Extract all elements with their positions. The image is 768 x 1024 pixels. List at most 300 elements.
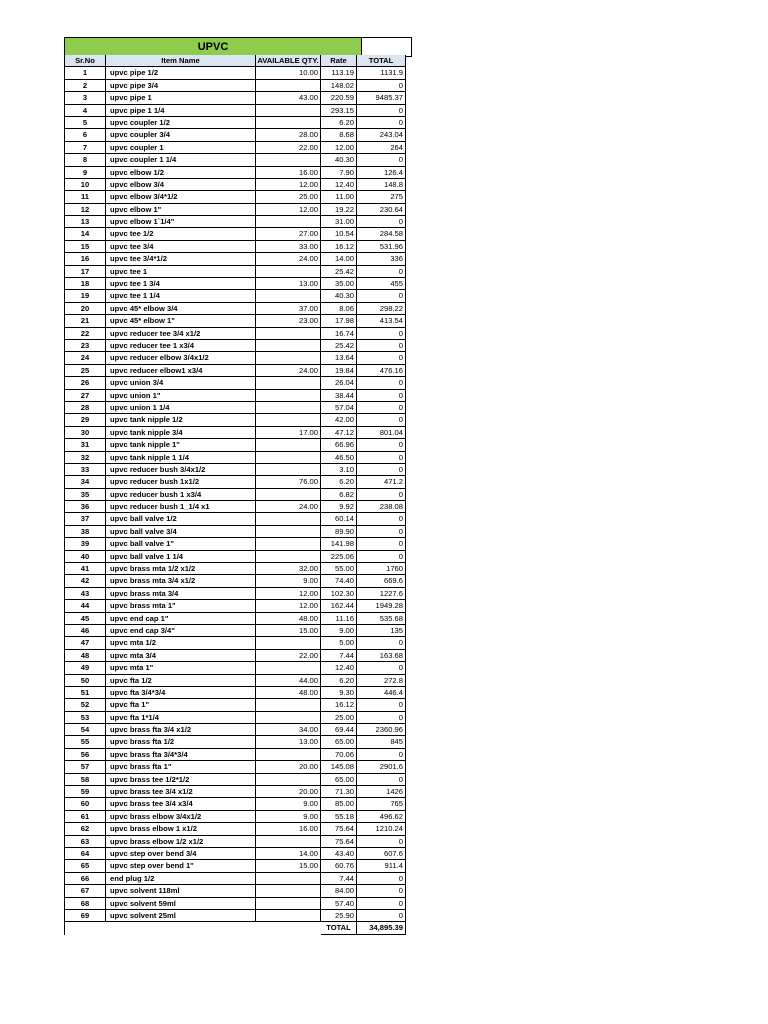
available-qty-cell[interactable]: 43.00 (256, 92, 321, 104)
total-cell[interactable]: 1426 (357, 786, 406, 798)
rate-cell[interactable]: 293.15 (321, 105, 357, 117)
sr-no-cell[interactable]: 40 (64, 551, 106, 563)
rate-cell[interactable]: 6.20 (321, 117, 357, 129)
total-cell[interactable]: 1131.9 (357, 67, 406, 79)
sr-no-cell[interactable]: 64 (64, 848, 106, 860)
item-name-cell[interactable]: upvc brass fta 1/2 (106, 736, 256, 748)
rate-cell[interactable]: 60.76 (321, 860, 357, 872)
item-name-cell[interactable]: upvc tee 3/4*1/2 (106, 253, 256, 265)
rate-cell[interactable]: 9.92 (321, 501, 357, 513)
available-qty-cell[interactable] (256, 390, 321, 402)
total-cell[interactable]: 0 (357, 489, 406, 501)
available-qty-cell[interactable] (256, 290, 321, 302)
available-qty-cell[interactable] (256, 352, 321, 364)
sr-no-cell[interactable]: 63 (64, 836, 106, 848)
available-qty-cell[interactable]: 12.00 (256, 204, 321, 216)
rate-cell[interactable]: 35.00 (321, 278, 357, 290)
header-item-name[interactable]: Item Name (106, 55, 256, 67)
rate-cell[interactable]: 75.64 (321, 836, 357, 848)
rate-cell[interactable]: 162.44 (321, 600, 357, 612)
item-name-cell[interactable]: upvc end cap 1" (106, 613, 256, 625)
rate-cell[interactable]: 65.00 (321, 774, 357, 786)
sr-no-cell[interactable]: 54 (64, 724, 106, 736)
item-name-cell[interactable]: upvc union 1" (106, 390, 256, 402)
item-name-cell[interactable]: upvc 45* elbow 3/4 (106, 303, 256, 315)
rate-cell[interactable]: 16.12 (321, 241, 357, 253)
sr-no-cell[interactable]: 41 (64, 563, 106, 575)
item-name-cell[interactable]: upvc reducer bush 1x1/2 (106, 476, 256, 488)
available-qty-cell[interactable]: 27.00 (256, 228, 321, 240)
item-name-cell[interactable]: upvc ball valve 1 1/4 (106, 551, 256, 563)
total-cell[interactable]: 765 (357, 798, 406, 810)
item-name-cell[interactable]: upvc tee 1 (106, 266, 256, 278)
sr-no-cell[interactable]: 32 (64, 452, 106, 464)
sr-no-cell[interactable]: 18 (64, 278, 106, 290)
item-name-cell[interactable]: upvc brass fta 3/4*3/4 (106, 749, 256, 761)
rate-cell[interactable]: 17.98 (321, 315, 357, 327)
rate-cell[interactable]: 16.74 (321, 328, 357, 340)
sheet-title[interactable]: UPVC (64, 37, 362, 57)
available-qty-cell[interactable]: 20.00 (256, 761, 321, 773)
available-qty-cell[interactable] (256, 105, 321, 117)
rate-cell[interactable]: 47.12 (321, 427, 357, 439)
title-blank-cell[interactable] (362, 37, 412, 57)
item-name-cell[interactable]: upvc solvent 25ml (106, 910, 256, 922)
available-qty-cell[interactable]: 17.00 (256, 427, 321, 439)
header-available-qty[interactable]: AVAILABLE QTY. (256, 55, 321, 67)
item-name-cell[interactable]: upvc solvent 118ml (106, 885, 256, 897)
sr-no-cell[interactable]: 47 (64, 637, 106, 649)
available-qty-cell[interactable]: 23.00 (256, 315, 321, 327)
rate-cell[interactable]: 65.00 (321, 736, 357, 748)
rate-cell[interactable]: 12.40 (321, 662, 357, 674)
item-name-cell[interactable]: upvc fta 1/2 (106, 675, 256, 687)
sr-no-cell[interactable]: 30 (64, 427, 106, 439)
rate-cell[interactable]: 8.06 (321, 303, 357, 315)
item-name-cell[interactable]: upvc tee 1 1/4 (106, 290, 256, 302)
total-cell[interactable]: 2901.6 (357, 761, 406, 773)
total-cell[interactable]: 0 (357, 464, 406, 476)
rate-cell[interactable]: 13.64 (321, 352, 357, 364)
rate-cell[interactable]: 42.00 (321, 414, 357, 426)
sr-no-cell[interactable]: 66 (64, 873, 106, 885)
sr-no-cell[interactable]: 1 (64, 67, 106, 79)
total-cell[interactable]: 0 (357, 662, 406, 674)
sr-no-cell[interactable]: 8 (64, 154, 106, 166)
item-name-cell[interactable]: upvc brass mta 1/2 x1/2 (106, 563, 256, 575)
available-qty-cell[interactable]: 22.00 (256, 650, 321, 662)
total-cell[interactable]: 0 (357, 154, 406, 166)
total-cell[interactable]: 243.04 (357, 129, 406, 141)
available-qty-cell[interactable]: 33.00 (256, 241, 321, 253)
sr-no-cell[interactable]: 36 (64, 501, 106, 513)
item-name-cell[interactable]: upvc tank nipple 1 1/4 (106, 452, 256, 464)
rate-cell[interactable]: 40.30 (321, 154, 357, 166)
sr-no-cell[interactable]: 53 (64, 712, 106, 724)
sr-no-cell[interactable]: 49 (64, 662, 106, 674)
rate-cell[interactable]: 113.19 (321, 67, 357, 79)
sr-no-cell[interactable]: 20 (64, 303, 106, 315)
total-cell[interactable]: 0 (357, 80, 406, 92)
available-qty-cell[interactable] (256, 662, 321, 674)
available-qty-cell[interactable]: 24.00 (256, 501, 321, 513)
available-qty-cell[interactable]: 24.00 (256, 253, 321, 265)
sr-no-cell[interactable]: 62 (64, 823, 106, 835)
item-name-cell[interactable]: upvc fta 1" (106, 699, 256, 711)
item-name-cell[interactable]: upvc reducer elbow 3/4x1/2 (106, 352, 256, 364)
available-qty-cell[interactable]: 13.00 (256, 278, 321, 290)
sr-no-cell[interactable]: 38 (64, 526, 106, 538)
total-cell[interactable]: 669.6 (357, 575, 406, 587)
total-cell[interactable]: 148.8 (357, 179, 406, 191)
sr-no-cell[interactable]: 25 (64, 365, 106, 377)
available-qty-cell[interactable]: 44.00 (256, 675, 321, 687)
sr-no-cell[interactable]: 48 (64, 650, 106, 662)
total-cell[interactable]: 275 (357, 191, 406, 203)
item-name-cell[interactable]: upvc brass elbow 1 x1/2 (106, 823, 256, 835)
sr-no-cell[interactable]: 13 (64, 216, 106, 228)
available-qty-cell[interactable]: 22.00 (256, 142, 321, 154)
grand-total-value[interactable]: 34,895.39 (357, 922, 406, 934)
rate-cell[interactable]: 19.84 (321, 365, 357, 377)
total-cell[interactable]: 0 (357, 885, 406, 897)
available-qty-cell[interactable] (256, 154, 321, 166)
rate-cell[interactable]: 71.30 (321, 786, 357, 798)
total-cell[interactable]: 531.96 (357, 241, 406, 253)
sr-no-cell[interactable]: 51 (64, 687, 106, 699)
sr-no-cell[interactable]: 22 (64, 328, 106, 340)
available-qty-cell[interactable]: 37.00 (256, 303, 321, 315)
item-name-cell[interactable]: upvc brass mta 3/4 x1/2 (106, 575, 256, 587)
item-name-cell[interactable]: upvc ball valve 1" (106, 538, 256, 550)
rate-cell[interactable]: 25.00 (321, 712, 357, 724)
sr-no-cell[interactable]: 9 (64, 167, 106, 179)
sr-no-cell[interactable]: 56 (64, 749, 106, 761)
total-cell[interactable]: 1760 (357, 563, 406, 575)
total-cell[interactable]: 607.6 (357, 848, 406, 860)
total-cell[interactable]: 0 (357, 402, 406, 414)
total-cell[interactable]: 0 (357, 216, 406, 228)
item-name-cell[interactable]: upvc reducer tee 1 x3/4 (106, 340, 256, 352)
sr-no-cell[interactable]: 37 (64, 513, 106, 525)
available-qty-cell[interactable]: 20.00 (256, 786, 321, 798)
available-qty-cell[interactable]: 48.00 (256, 613, 321, 625)
sr-no-cell[interactable]: 31 (64, 439, 106, 451)
available-qty-cell[interactable]: 24.00 (256, 365, 321, 377)
header-rate[interactable]: Rate (321, 55, 357, 67)
rate-cell[interactable]: 8.68 (321, 129, 357, 141)
rate-cell[interactable]: 6.20 (321, 476, 357, 488)
sr-no-cell[interactable]: 23 (64, 340, 106, 352)
sr-no-cell[interactable]: 5 (64, 117, 106, 129)
total-cell[interactable]: 0 (357, 526, 406, 538)
total-cell[interactable]: 0 (357, 774, 406, 786)
sr-no-cell[interactable]: 16 (64, 253, 106, 265)
total-cell[interactable]: 0 (357, 513, 406, 525)
rate-cell[interactable]: 14.00 (321, 253, 357, 265)
rate-cell[interactable]: 84.00 (321, 885, 357, 897)
rate-cell[interactable]: 57.04 (321, 402, 357, 414)
sr-no-cell[interactable]: 59 (64, 786, 106, 798)
total-cell[interactable]: 0 (357, 117, 406, 129)
item-name-cell[interactable]: upvc elbow 1`1/4" (106, 216, 256, 228)
rate-cell[interactable]: 10.54 (321, 228, 357, 240)
rate-cell[interactable]: 141.98 (321, 538, 357, 550)
rate-cell[interactable]: 89.90 (321, 526, 357, 538)
available-qty-cell[interactable]: 12.00 (256, 179, 321, 191)
available-qty-cell[interactable]: 25.00 (256, 191, 321, 203)
item-name-cell[interactable]: upvc solvent 59ml (106, 898, 256, 910)
total-cell[interactable]: 0 (357, 452, 406, 464)
sr-no-cell[interactable]: 34 (64, 476, 106, 488)
item-name-cell[interactable]: upvc tee 1 3/4 (106, 278, 256, 290)
sr-no-cell[interactable]: 6 (64, 129, 106, 141)
item-name-cell[interactable]: upvc reducer tee 3/4 x1/2 (106, 328, 256, 340)
item-name-cell[interactable]: upvc reducer bush 3/4x1/2 (106, 464, 256, 476)
rate-cell[interactable]: 11.00 (321, 191, 357, 203)
item-name-cell[interactable]: upvc brass mta 1" (106, 600, 256, 612)
item-name-cell[interactable]: upvc mta 3/4 (106, 650, 256, 662)
available-qty-cell[interactable]: 48.00 (256, 687, 321, 699)
total-cell[interactable]: 0 (357, 538, 406, 550)
available-qty-cell[interactable] (256, 216, 321, 228)
available-qty-cell[interactable] (256, 402, 321, 414)
item-name-cell[interactable]: upvc tank nipple 1/2 (106, 414, 256, 426)
total-cell[interactable]: 0 (357, 439, 406, 451)
available-qty-cell[interactable]: 9.00 (256, 575, 321, 587)
item-name-cell[interactable]: upvc coupler 1/2 (106, 117, 256, 129)
sr-no-cell[interactable]: 35 (64, 489, 106, 501)
rate-cell[interactable]: 102.30 (321, 588, 357, 600)
available-qty-cell[interactable] (256, 80, 321, 92)
item-name-cell[interactable]: upvc fta 3/4*3/4 (106, 687, 256, 699)
available-qty-cell[interactable] (256, 526, 321, 538)
rate-cell[interactable]: 145.08 (321, 761, 357, 773)
rate-cell[interactable]: 9.30 (321, 687, 357, 699)
rate-cell[interactable]: 31.00 (321, 216, 357, 228)
available-qty-cell[interactable] (256, 452, 321, 464)
total-cell[interactable]: 135 (357, 625, 406, 637)
available-qty-cell[interactable] (256, 464, 321, 476)
sr-no-cell[interactable]: 68 (64, 898, 106, 910)
item-name-cell[interactable]: upvc ball valve 3/4 (106, 526, 256, 538)
sr-no-cell[interactable]: 45 (64, 613, 106, 625)
available-qty-cell[interactable] (256, 328, 321, 340)
available-qty-cell[interactable]: 12.00 (256, 600, 321, 612)
sr-no-cell[interactable]: 2 (64, 80, 106, 92)
available-qty-cell[interactable]: 13.00 (256, 736, 321, 748)
rate-cell[interactable]: 57.40 (321, 898, 357, 910)
total-cell[interactable]: 0 (357, 266, 406, 278)
available-qty-cell[interactable] (256, 898, 321, 910)
item-name-cell[interactable]: upvc pipe 3/4 (106, 80, 256, 92)
rate-cell[interactable]: 25.90 (321, 910, 357, 922)
rate-cell[interactable]: 7.44 (321, 873, 357, 885)
item-name-cell[interactable]: upvc elbow 1" (106, 204, 256, 216)
total-cell[interactable]: 413.54 (357, 315, 406, 327)
available-qty-cell[interactable]: 10.00 (256, 67, 321, 79)
sr-no-cell[interactable]: 4 (64, 105, 106, 117)
total-cell[interactable]: 298.22 (357, 303, 406, 315)
item-name-cell[interactable]: upvc brass tee 3/4 x3/4 (106, 798, 256, 810)
sr-no-cell[interactable]: 11 (64, 191, 106, 203)
sr-no-cell[interactable]: 12 (64, 204, 106, 216)
rate-cell[interactable]: 3.10 (321, 464, 357, 476)
rate-cell[interactable]: 69.44 (321, 724, 357, 736)
item-name-cell[interactable]: upvc end cap 3/4" (106, 625, 256, 637)
rate-cell[interactable]: 55.18 (321, 811, 357, 823)
available-qty-cell[interactable] (256, 489, 321, 501)
sr-no-cell[interactable]: 52 (64, 699, 106, 711)
total-cell[interactable]: 0 (357, 352, 406, 364)
available-qty-cell[interactable] (256, 774, 321, 786)
total-cell[interactable]: 336 (357, 253, 406, 265)
sr-no-cell[interactable]: 21 (64, 315, 106, 327)
available-qty-cell[interactable]: 34.00 (256, 724, 321, 736)
available-qty-cell[interactable]: 9.00 (256, 798, 321, 810)
rate-cell[interactable]: 9.00 (321, 625, 357, 637)
total-cell[interactable]: 126.4 (357, 167, 406, 179)
item-name-cell[interactable]: upvc brass tee 3/4 x1/2 (106, 786, 256, 798)
total-cell[interactable]: 0 (357, 910, 406, 922)
sr-no-cell[interactable]: 33 (64, 464, 106, 476)
item-name-cell[interactable]: upvc union 3/4 (106, 377, 256, 389)
total-cell[interactable]: 230.64 (357, 204, 406, 216)
total-cell[interactable]: 9485.37 (357, 92, 406, 104)
item-name-cell[interactable]: upvc step over bend 1" (106, 860, 256, 872)
available-qty-cell[interactable] (256, 873, 321, 885)
sr-no-cell[interactable]: 44 (64, 600, 106, 612)
total-cell[interactable]: 0 (357, 414, 406, 426)
rate-cell[interactable]: 70.06 (321, 749, 357, 761)
sr-no-cell[interactable]: 26 (64, 377, 106, 389)
item-name-cell[interactable]: upvc reducer bush 1 x3/4 (106, 489, 256, 501)
sr-no-cell[interactable]: 29 (64, 414, 106, 426)
rate-cell[interactable]: 46.50 (321, 452, 357, 464)
rate-cell[interactable]: 5.00 (321, 637, 357, 649)
rate-cell[interactable]: 40.30 (321, 290, 357, 302)
rate-cell[interactable]: 6.82 (321, 489, 357, 501)
sr-no-cell[interactable]: 57 (64, 761, 106, 773)
header-total[interactable]: TOTAL (357, 55, 406, 67)
item-name-cell[interactable]: upvc tee 1/2 (106, 228, 256, 240)
total-cell[interactable]: 238.08 (357, 501, 406, 513)
item-name-cell[interactable]: upvc tank nipple 3/4 (106, 427, 256, 439)
rate-cell[interactable]: 19.22 (321, 204, 357, 216)
rate-cell[interactable]: 7.90 (321, 167, 357, 179)
item-name-cell[interactable]: upvc brass mta 3/4 (106, 588, 256, 600)
available-qty-cell[interactable] (256, 749, 321, 761)
item-name-cell[interactable]: upvc pipe 1 1/4 (106, 105, 256, 117)
total-cell[interactable]: 801.04 (357, 427, 406, 439)
header-sr-no[interactable]: Sr.No (64, 55, 106, 67)
total-cell[interactable]: 0 (357, 712, 406, 724)
item-name-cell[interactable]: upvc 45* elbow 1" (106, 315, 256, 327)
available-qty-cell[interactable]: 16.00 (256, 823, 321, 835)
total-cell[interactable]: 0 (357, 377, 406, 389)
item-name-cell[interactable]: upvc pipe 1 (106, 92, 256, 104)
available-qty-cell[interactable] (256, 538, 321, 550)
available-qty-cell[interactable] (256, 513, 321, 525)
sr-no-cell[interactable]: 7 (64, 142, 106, 154)
sr-no-cell[interactable]: 3 (64, 92, 106, 104)
total-cell[interactable]: 0 (357, 551, 406, 563)
item-name-cell[interactable]: upvc coupler 1 1/4 (106, 154, 256, 166)
item-name-cell[interactable]: upvc coupler 3/4 (106, 129, 256, 141)
item-name-cell[interactable]: upvc coupler 1 (106, 142, 256, 154)
total-cell[interactable]: 0 (357, 340, 406, 352)
total-cell[interactable]: 0 (357, 699, 406, 711)
total-cell[interactable]: 455 (357, 278, 406, 290)
rate-cell[interactable]: 12.40 (321, 179, 357, 191)
total-cell[interactable]: 264 (357, 142, 406, 154)
total-cell[interactable]: 446.4 (357, 687, 406, 699)
sr-no-cell[interactable]: 28 (64, 402, 106, 414)
rate-cell[interactable]: 6.20 (321, 675, 357, 687)
total-cell[interactable]: 2360.96 (357, 724, 406, 736)
sr-no-cell[interactable]: 24 (64, 352, 106, 364)
rate-cell[interactable]: 148.02 (321, 80, 357, 92)
item-name-cell[interactable]: upvc elbow 3/4*1/2 (106, 191, 256, 203)
sr-no-cell[interactable]: 58 (64, 774, 106, 786)
item-name-cell[interactable]: upvc brass elbow 1/2 x1/2 (106, 836, 256, 848)
total-cell[interactable]: 911.4 (357, 860, 406, 872)
total-cell[interactable]: 284.58 (357, 228, 406, 240)
sr-no-cell[interactable]: 27 (64, 390, 106, 402)
available-qty-cell[interactable]: 76.00 (256, 476, 321, 488)
rate-cell[interactable]: 11.16 (321, 613, 357, 625)
available-qty-cell[interactable]: 14.00 (256, 848, 321, 860)
grand-total-label[interactable]: TOTAL (321, 922, 357, 934)
available-qty-cell[interactable] (256, 885, 321, 897)
sr-no-cell[interactable]: 43 (64, 588, 106, 600)
available-qty-cell[interactable] (256, 340, 321, 352)
sr-no-cell[interactable]: 42 (64, 575, 106, 587)
sr-no-cell[interactable]: 39 (64, 538, 106, 550)
item-name-cell[interactable]: upvc tank nipple 1" (106, 439, 256, 451)
item-name-cell[interactable]: upvc union 1 1/4 (106, 402, 256, 414)
item-name-cell[interactable]: upvc mta 1" (106, 662, 256, 674)
total-cell[interactable]: 0 (357, 390, 406, 402)
total-cell[interactable]: 0 (357, 873, 406, 885)
rate-cell[interactable]: 43.40 (321, 848, 357, 860)
rate-cell[interactable]: 7.44 (321, 650, 357, 662)
sr-no-cell[interactable]: 61 (64, 811, 106, 823)
total-cell[interactable]: 1227.6 (357, 588, 406, 600)
sr-no-cell[interactable]: 10 (64, 179, 106, 191)
total-cell[interactable]: 0 (357, 749, 406, 761)
item-name-cell[interactable]: upvc reducer elbow1 x3/4 (106, 365, 256, 377)
sr-no-cell[interactable]: 55 (64, 736, 106, 748)
rate-cell[interactable]: 66.96 (321, 439, 357, 451)
rate-cell[interactable]: 75.64 (321, 823, 357, 835)
rate-cell[interactable]: 85.00 (321, 798, 357, 810)
rate-cell[interactable]: 16.12 (321, 699, 357, 711)
sr-no-cell[interactable]: 60 (64, 798, 106, 810)
total-cell[interactable]: 0 (357, 898, 406, 910)
item-name-cell[interactable]: end plug 1/2 (106, 873, 256, 885)
item-name-cell[interactable]: upvc reducer bush 1_1/4 x1 (106, 501, 256, 513)
item-name-cell[interactable]: upvc elbow 1/2 (106, 167, 256, 179)
rate-cell[interactable]: 26.04 (321, 377, 357, 389)
available-qty-cell[interactable]: 16.00 (256, 167, 321, 179)
available-qty-cell[interactable]: 9.00 (256, 811, 321, 823)
total-cell[interactable]: 163.68 (357, 650, 406, 662)
total-cell[interactable]: 496.62 (357, 811, 406, 823)
total-cell[interactable]: 535.68 (357, 613, 406, 625)
available-qty-cell[interactable] (256, 910, 321, 922)
total-cell[interactable]: 476.16 (357, 365, 406, 377)
